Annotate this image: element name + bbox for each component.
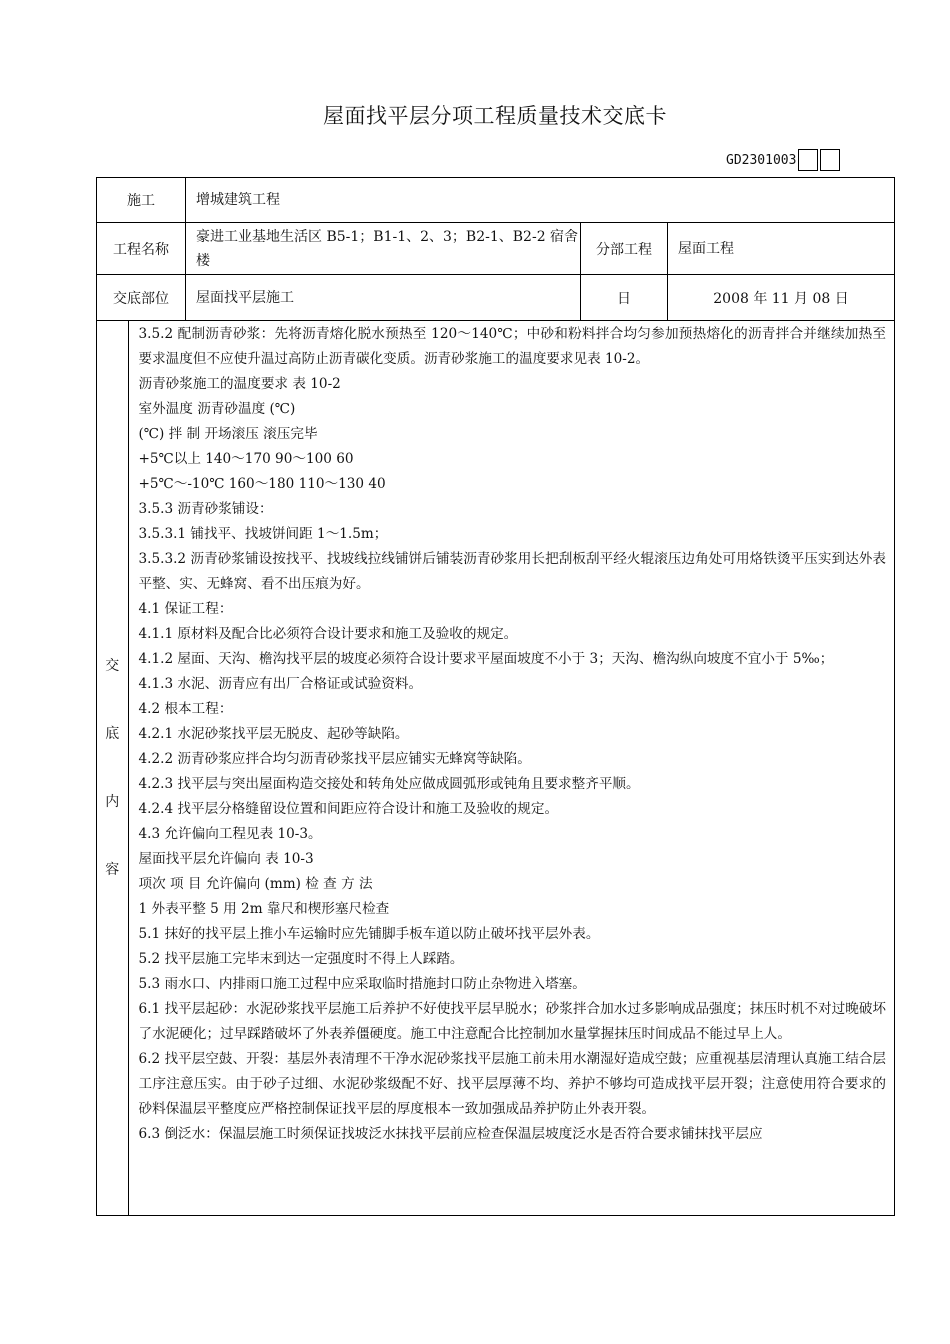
document-code: GD2301003: [726, 152, 797, 168]
content-paragraph: 4.1.1 原材料及配合比必须符合设计要求和施工及验收的规定。: [138, 626, 518, 642]
content-cell: [97, 321, 895, 1216]
content-paragraph: 4.2.4 找平层分格缝留设位置和间距应符合设计和施工及验收的规定。: [138, 801, 559, 817]
content-paragraph: 4.1 保证工程：: [138, 601, 233, 617]
content-paragraph: 4.2.3 找平层与突出屋面构造交接处和转角处应做成圆弧形或钝角且要求整齐平顺。: [138, 776, 640, 792]
content-paragraph: 屋面找平层允许偏向 表 10-3: [138, 851, 314, 867]
content-paragraph: 3.5.3.1 铺找平、找坡饼间距 1～1.5m；: [138, 526, 388, 542]
location-value: 屋面找平层施工: [186, 275, 581, 321]
construction-label: 施工: [97, 178, 186, 223]
content-row: [97, 321, 895, 1216]
content-paragraph: 3.5.2 配制沥青砂浆：先将沥青熔化脱水预热至 120～140℃；中砂和粉料拌合均匀参加预热熔化的沥青拌合并继续加热至要求温度但不应使升温过高防止沥青碳化变质。沥青砂浆施工的温度要求见表 10-2。: [138, 326, 887, 367]
content-inner-table: [97, 321, 894, 1215]
content-paragraph: 1 外表平整 5 用 2m 靠尺和楔形塞尺检查: [138, 901, 390, 917]
construction-value: 增城建筑工程: [186, 178, 895, 223]
content-paragraph: 4.2 根本工程：: [138, 701, 233, 717]
division-label: 分部工程: [581, 223, 668, 275]
disclosure-content: [128, 321, 894, 1215]
document-title: 屋面找平层分项工程质量技术交底卡: [323, 104, 667, 128]
content-paragraph: 4.3 允许偏向工程见表 10-3。: [138, 826, 322, 842]
content-paragraph: 6.2 找平层空鼓、开裂：基层外表清理不干净水泥砂浆找平层施工前未用水潮湿好造成空鼓；应重视基层清理认真施工结合层工序注意压实。由于砂子过细、水泥砂浆级配不好、找平层厚薄不均、养护不够均可造成找平层开裂；注意使用符合要求的砂料保温层平整度应严格控制保证找平层的厚度根本一致加强成品养护防止外表开裂。: [138, 1051, 887, 1117]
content-paragraph: (℃) 拌 制 开场滚压 滚压完毕: [138, 426, 318, 442]
content-paragraph: 5.1 抹好的找平层上推小车运输时应先铺脚手板车道以防止破坏找平层外表。: [138, 926, 600, 942]
code-checkbox-1[interactable]: [798, 149, 818, 171]
header-row-construction: [97, 178, 895, 223]
content-paragraph: +5℃～-10℃ 160～180 110～130 40: [138, 476, 386, 492]
code-checkbox-2[interactable]: [820, 149, 840, 171]
content-paragraph: 3.5.3.2 沥青砂浆铺设按找平、找坡线拉线铺饼后铺装沥青砂浆用长把刮板刮平经火辊滚压边角处可用烙铁烫平压实到达外表平整、实、无蜂窝、看不出压痕为好。: [138, 551, 887, 592]
content-paragraph: 4.1.2 屋面、天沟、檐沟找平层的坡度必须符合设计要求平屋面坡度不小于 3；天沟、檐沟纵向坡度不宜小于 5‰；: [138, 651, 834, 667]
date-label: 日: [581, 275, 668, 321]
side-char: 容: [105, 862, 120, 878]
content-paragraph: 6.1 找平层起砂：水泥砂浆找平层施工后养护不好使找平层早脱水；砂浆拌合加水过多影响成品强度；抹压时机不对过晚破坏了水泥硬化；过早踩踏破坏了外表养僵硬度。施工中注意配合比控制加水量掌握抹压时间成品不能过早上人。: [138, 1001, 887, 1042]
content-paragraph: 4.2.2 沥青砂浆应拌合均匀沥青砂浆找平层应铺实无蜂窝等缺陷。: [138, 751, 531, 767]
content-paragraph: 沥青砂浆施工的温度要求 表 10-2: [138, 376, 341, 392]
project-name-value: 豪进工业基地生活区 B5-1；B1-1、2、3；B2-1、B2-2 宿舍楼: [186, 223, 581, 275]
content-paragraph: 4.1.3 水泥、沥青应有出厂合格证或试验资料。: [138, 676, 423, 692]
content-paragraph: 6.3 倒泛水：保温层施工时须保证找坡泛水抹找平层前应检查保温层坡度泛水是否符合要求铺抹找平层应: [138, 1126, 763, 1142]
location-label: 交底部位: [97, 275, 186, 321]
side-char: 内: [105, 794, 120, 810]
side-label: [97, 321, 128, 1215]
content-paragraph: 4.2.1 水泥砂浆找平层无脱皮、起砂等缺陷。: [138, 726, 409, 742]
date-value: 2008 年 11 月 08 日: [668, 275, 895, 321]
division-value: 屋面工程: [668, 223, 895, 275]
content-paragraph: 项次 项 目 允许偏向 (mm) 检 查 方 法: [138, 876, 373, 892]
header-row-project: [97, 223, 895, 275]
disclosure-card-table: [96, 177, 895, 1216]
project-name-label: 工程名称: [97, 223, 186, 275]
document-code-row: [726, 148, 840, 172]
content-paragraph: +5℃以上 140～170 90～100 60: [138, 451, 354, 467]
header-row-location: [97, 275, 895, 321]
side-char: 交: [105, 658, 120, 674]
content-paragraph: 室外温度 沥青砂温度 (℃): [138, 401, 296, 417]
content-paragraph: 5.3 雨水口、内排雨口施工过程中应采取临时措施封口防止杂物进入塔塞。: [138, 976, 586, 992]
content-paragraph: 5.2 找平层施工完毕末到达一定强度时不得上人踩踏。: [138, 951, 464, 967]
side-char: 底: [105, 726, 120, 742]
content-paragraph: 3.5.3 沥青砂浆铺设：: [138, 501, 273, 517]
